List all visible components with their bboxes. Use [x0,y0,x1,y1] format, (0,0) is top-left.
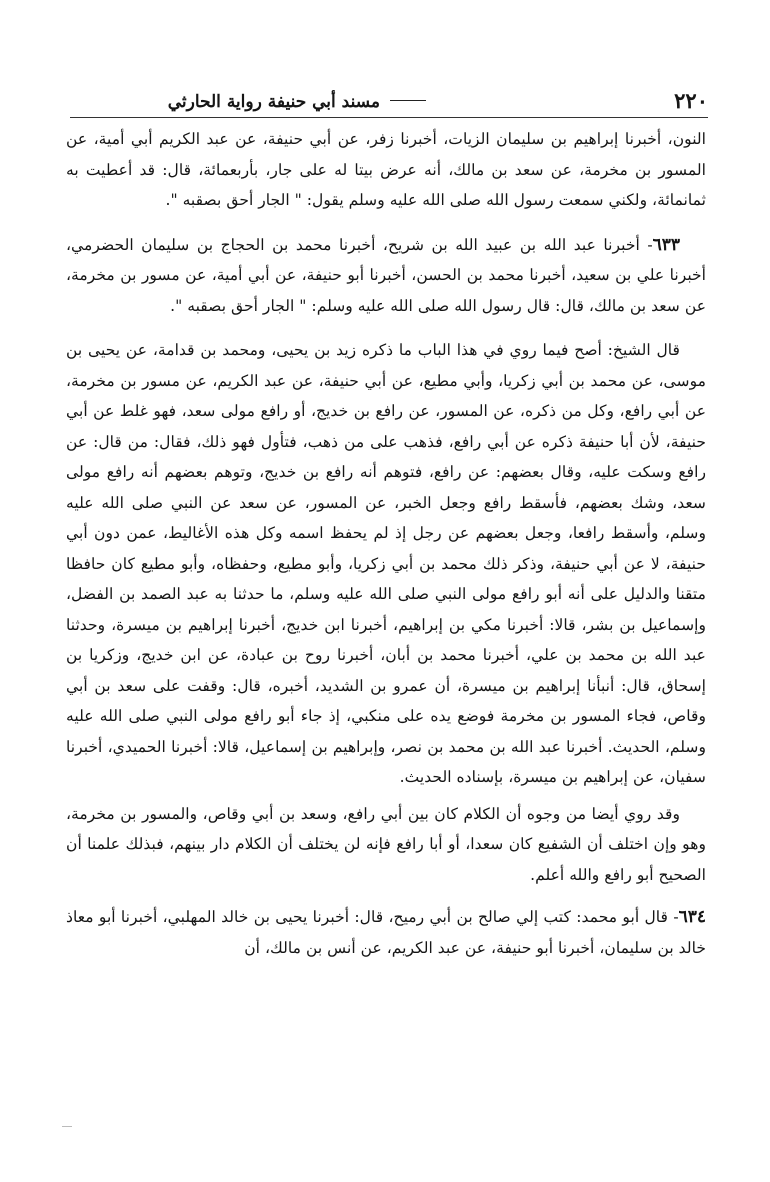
paragraph-text: - أخبرنا عبد الله بن عبيد الله بن شريح، أخبرنا محمد بن الحجاج بن سليمان الحضرمي، أخبرنا علي بن سعيد، أخبرنا محمد بن الحسن، أخبرنا أبو حنيفة، عن أبي أمية، عن مسور بن مخرمة، عن سعد بن مالك، قال: قال رسول الله صلى الله عليه وسلم: " الجار أحق بصقبه ". [66,235,706,315]
narration-note [66,799,706,891]
header-dash [390,100,426,101]
sheikh-commentary [66,335,706,793]
paragraph-text: وقد روي أيضا من وجوه أن الكلام كان بين أبي رافع، وسعد بن أبي وقاص، والمسور بن مخرمة، وهو وإن اختلف أن الشفيع كان سعدا، أو أبا رافع فإنه لن يختلف أن الكلام دار بينهم، فبذلك علمنا أن الصحيح أبو رافع والله أعلم. [66,804,706,884]
hadith-number: ٦٣٤ [678,907,706,927]
header-rule [70,117,708,118]
page-header [70,86,708,120]
paragraph-text: - قال أبو محمد: كتب إلي صالح بن أبي رميح، قال: أخبرنا يحيى بن خالد المهلبي، أخبرنا أبو معاذ خالد بن سليمان، أخبرنا أبو حنيفة، عن عبد الكريم، عن أنس بن مالك، أن [66,908,706,957]
page-number: ٢٢٠ [674,88,708,113]
hadith-633 [66,230,706,322]
hadith-634 [66,902,706,963]
running-title: مسند أبي حنيفة رواية الحارثي [167,92,380,112]
hadith-number: ٦٣٣ [652,234,680,255]
paragraph-text: قال الشيخ: أصح فيما روي في هذا الباب ما ذكره زيد بن يحيى، ومحمد بن قدامة، عن يحيى بن موسى، عن محمد بن أبي زكريا، وأبي مطيع، عن أبي حنيفة، عن عبد الكريم، عن مسور بن مخرمة، عن أبي رافع، وكل من ذكره، عن المسور، عن رافع بن خديج، أو رافع مولى سعد، فهو غلط عن أبي حنيفة، لأن أبا حنيفة ذكره عن أبي رافع، فذهب على من ذهب، فتأول فهو ذلك، فقال: من قال: عن رافع وسكت عليه، وقال بعضهم: عن رافع، فتوهم أنه رافع بن خديج، وتوهم بعضهم أنه رافع مولى سعد، وشك بعضهم، فأسقط رافع وجعل الخبر، عن المسور، عن سعد عن النبي صلى الله عليه وسلم، وأسقط رافعا، وجعل بعضهم عن رجل إذ لم يحفظ اسمه وكل هذه الأغاليط، عمن دون أبي حنيفة، لا عن أبي حنيفة، وذكر ذلك محمد بن أبي زكريا، وأبو مطيع، وحفظاه، وأبو مطيع كان حافظا متقنا والدليل على أنه أبو رافع مولى النبي صلى الله عليه وسلم، ما حدثنا به عبد الصمد بن الفضل، وإسماعيل بن بشر، قالا: أخبرنا مكي بن إبراهيم، أخبرنا ابن خديج، أخبرنا إبراهيم بن ميسرة، وحدثنا عبد الله بن محمد بن علي، أخبرنا محمد بن أبان، أخبرنا روح بن عبادة، عن ابن خديج، وزكريا بن إسحاق، قال: أنبأنا إبراهيم بن ميسرة، أن عمرو بن الشديد، أخبره، قال: وقفت على سعد بن أبي وقاص، فجاء المسور بن مخرمة فوضع يده على منكبي، إذ جاء أبو رافع مولى النبي صلى الله عليه وسلم، الحديث. أخبرنا عبد الله بن محمد بن نصر، وإبراهيم بن إسماعيل، قالا: أخبرنا الحميدي، أخبرنا سفيان، عن إبراهيم بن ميسرة، بإسناده الحديث. [66,341,706,786]
page-corner-mark [62,1126,72,1127]
paragraph-continuation [66,124,706,216]
paragraph-text: النون، أخبرنا إبراهيم بن سليمان الزيات، أخبرنا زفر، عن أبي حنيفة، عن عبد الكريم أبي أمية، عن المسور بن مخرمة، عن سعد بن مالك، أنه عرض بيتا له على جار، بأربعمائة، قال: قد أعطيت به ثمانمائة، ولكني سمعت رسول الله صلى الله عليه وسلم يقول: " الجار أحق بصقبه ". [66,130,706,209]
page-body [66,124,706,963]
